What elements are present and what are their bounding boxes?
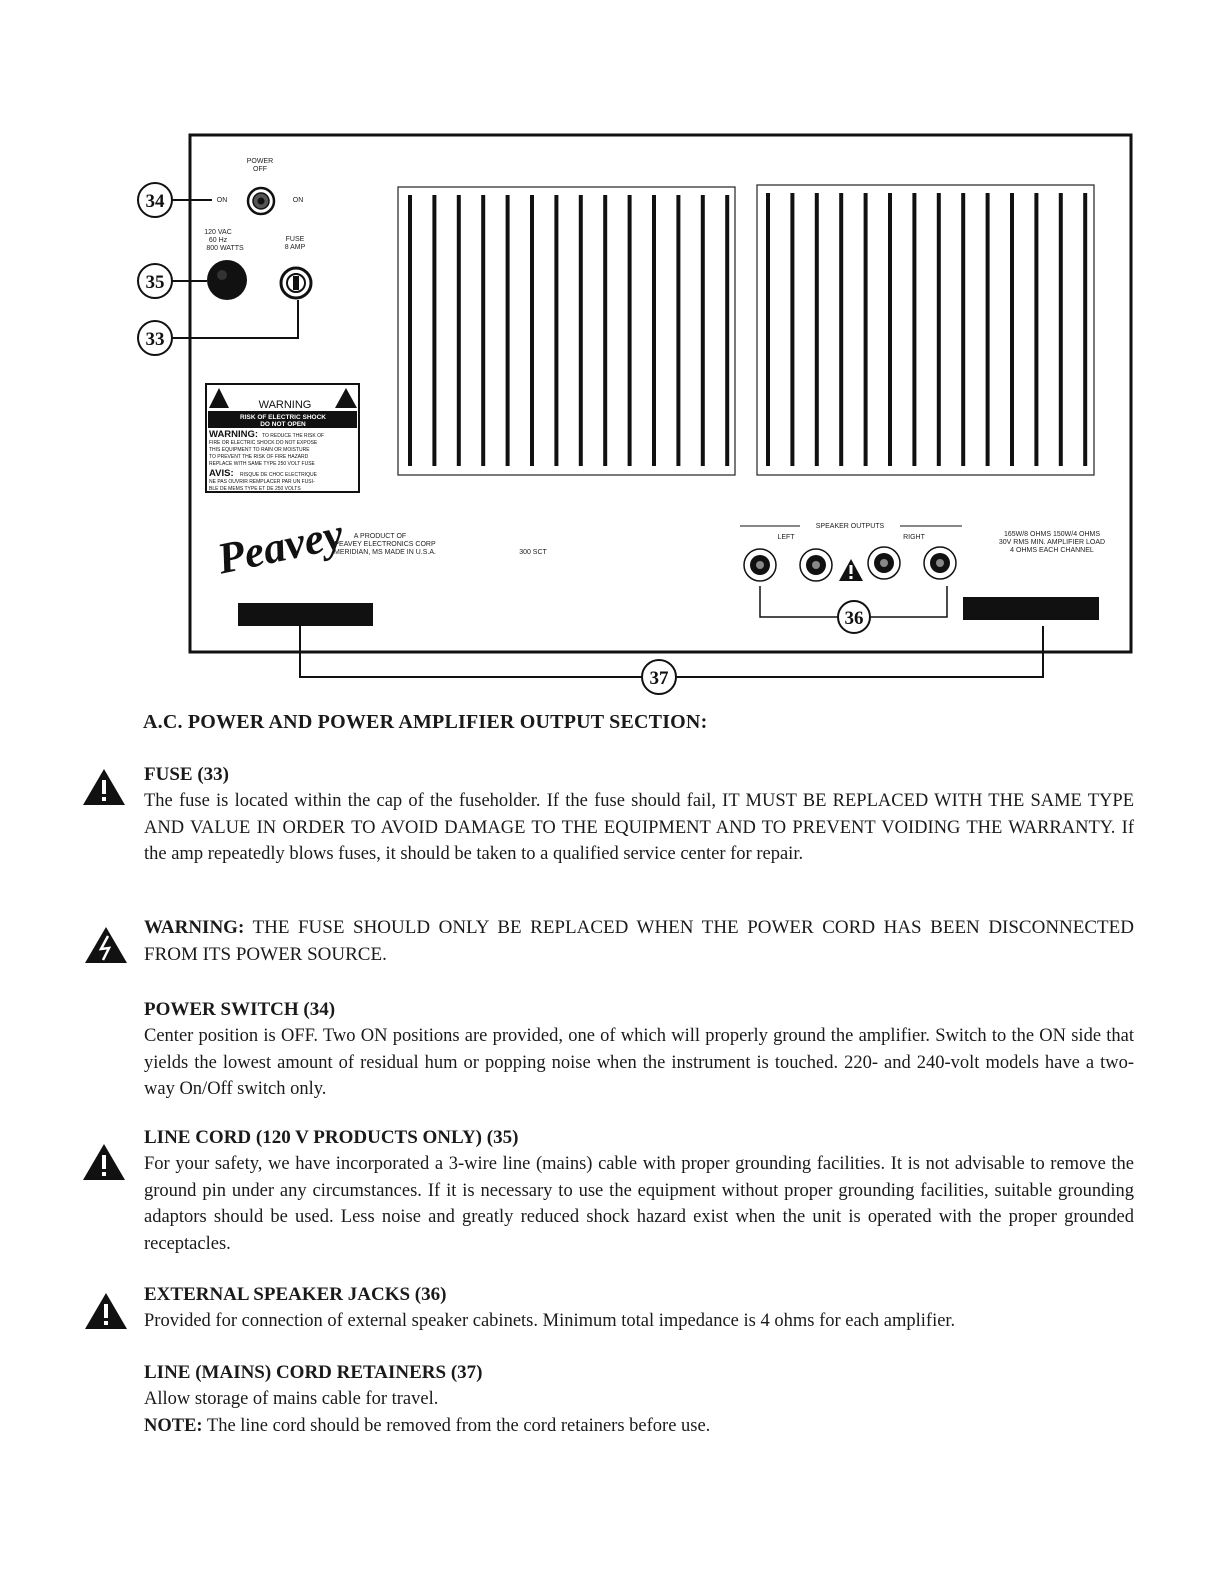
watts-label: 800 WATTS <box>206 245 244 252</box>
callout-36 <box>760 586 947 633</box>
svg-text:35: 35 <box>145 272 165 293</box>
cord-retainer-right <box>963 597 1099 620</box>
speaker-outputs-label: SPEAKER OUTPUTS <box>815 523 885 530</box>
line-cord-section <box>144 1125 1134 1257</box>
power-label: POWER <box>246 158 274 165</box>
svg-text:BLE DE MEMS TYPE ET DE 250 VOL: BLE DE MEMS TYPE ET DE 250 VOLTS <box>209 486 301 492</box>
svg-text:37: 37 <box>649 668 669 689</box>
callout-33 <box>138 300 298 355</box>
svg-text:36: 36 <box>844 608 864 629</box>
section-heading: A.C. POWER AND POWER AMPLIFIER OUTPUT SECTION: <box>143 711 708 733</box>
retainers-body: Allow storage of mains cable for travel. <box>144 1389 439 1409</box>
peavey-logo: Peavey <box>213 509 348 584</box>
svg-text:33: 33 <box>145 329 165 350</box>
svg-text:DO NOT OPEN: DO NOT OPEN <box>260 421 306 428</box>
speaker-jack-4[interactable] <box>924 547 956 579</box>
product-line-2: PEAVEY ELECTRONICS CORP <box>334 541 436 548</box>
fuse-title: FUSE (33) <box>144 764 229 785</box>
warning-triangle-icon <box>82 767 126 807</box>
svg-text:TO PREVENT THE RISK OF FIRE HA: TO PREVENT THE RISK OF FIRE HAZARD <box>209 454 309 460</box>
cord-retainer-left <box>238 603 373 626</box>
shock-warning-icon-2 <box>84 925 128 965</box>
rear-panel-diagram <box>0 0 1224 700</box>
note-body: The line cord should be removed from the cord retainers before use. <box>206 1415 711 1436</box>
callout-34 <box>138 183 212 217</box>
power-switch[interactable] <box>248 188 274 214</box>
spec-line-3: 4 OHMS EACH CHANNEL <box>1010 547 1094 554</box>
fuse-label: FUSE <box>285 236 305 243</box>
speaker-jack-2[interactable] <box>800 549 832 581</box>
power-switch-body: Center position is OFF. Two ON positions are provided, one of which will properly ground the amplifier. Switch to the ON side that yields the lowest amount of residual hum or popping noise when the instrument is touched. 220- and 240-volt models have a two-way On/Off switch only. <box>144 1026 1134 1099</box>
svg-text:TO REDUCE THE RISK OF: TO REDUCE THE RISK OF <box>262 433 325 439</box>
speaker-jacks-section <box>144 1282 1134 1335</box>
product-line-3: MERIDIAN, MS MADE IN U.S.A. <box>334 549 436 556</box>
fuse-amp-label: 8 AMP <box>284 244 306 251</box>
speaker-jacks-body: Provided for connection of external speaker cabinets. Minimum total impedance is 4 ohms for each amplifier. <box>144 1311 956 1331</box>
callout-37 <box>300 626 1043 694</box>
model-label: 300 SCT <box>519 549 547 556</box>
note-lead: NOTE: <box>144 1415 203 1436</box>
warning-triangle-icon-3 <box>84 1291 128 1331</box>
svg-text:AVIS:: AVIS: <box>209 468 234 479</box>
fuse-body: The fuse is located within the cap of the fuseholder. If the fuse should fail, IT MUST BE REPLACED WITH THE SAME TYPE AND VALUE IN ORDER TO AVOID DAMAGE TO THE EQUIPMENT AND TO PREVENT VOIDING THE WARRANTY. If the amp repeatedly blows fuses, it should be taken to a qualified service center for repair. <box>144 791 1134 864</box>
shock-warning-icon <box>839 559 863 581</box>
callout-35 <box>138 264 207 298</box>
retainers-section <box>144 1360 1134 1439</box>
left-label: LEFT <box>777 534 795 541</box>
svg-text:RISQUE DE CHOC ELECTRIQUE: RISQUE DE CHOC ELECTRIQUE <box>240 472 317 478</box>
speaker-jack-1[interactable] <box>744 549 776 581</box>
fuse-section <box>144 762 1134 868</box>
warning-label <box>206 384 359 492</box>
product-line-1: A PRODUCT OF <box>353 533 407 540</box>
voltage-label: 120 VAC <box>204 229 232 236</box>
svg-text:REPLACE WITH SAME TYPE 250 VOL: REPLACE WITH SAME TYPE 250 VOLT FUSE <box>209 461 315 467</box>
vent-grille-right <box>757 185 1094 475</box>
retainers-title: LINE (MAINS) CORD RETAINERS (37) <box>144 1362 483 1383</box>
line-cord-body: For your safety, we have incorporated a 3-wire line (mains) cable with proper grounding facilities. It is not advisable to remove the ground pin under any circumstances. If it is necessary to use the equipment without proper grounding facilities, suitable grounding adaptors should be used. Less noise and greatly reduced shock hazard exist when the unit is operated with the proper grounded receptacles. <box>144 1154 1134 1254</box>
warning-body: THE FUSE SHOULD ONLY BE REPLACED WHEN THE POWER CORD HAS BEEN DISCONNECTED FROM ITS POWER SOURCE. <box>144 917 1134 965</box>
on-right-label: ON <box>292 197 304 204</box>
power-switch-title: POWER SWITCH (34) <box>144 999 336 1020</box>
svg-text:34: 34 <box>145 191 165 212</box>
line-cord-grommet <box>207 260 247 300</box>
vent-grille-left <box>398 187 735 475</box>
svg-text:THIS EQUIPMENT TO RAIN OR MOIS: THIS EQUIPMENT TO RAIN OR MOISTURE <box>209 447 310 453</box>
svg-text:WARNING:: WARNING: <box>209 429 259 440</box>
spec-line-1: 165W/8 OHMS 150W/4 OHMS <box>1003 531 1101 538</box>
svg-text:NE PAS OUVRIR REMPLACER PAR U: NE PAS OUVRIR REMPLACER PAR UN FUSI- <box>209 479 315 485</box>
svg-text:FIRE OR ELECTRIC SHOCK DO NOT: FIRE OR ELECTRIC SHOCK DO NOT EXPOSE <box>209 440 318 446</box>
on-left-label: ON <box>216 197 228 204</box>
warning-triangle-icon-2 <box>82 1142 126 1182</box>
line-cord-title: LINE CORD (120 V PRODUCTS ONLY) (35) <box>144 1127 519 1148</box>
warning-lead: WARNING: <box>144 917 245 938</box>
warning-label-title: WARNING <box>258 399 312 411</box>
speaker-jacks-title: EXTERNAL SPEAKER JACKS (36) <box>144 1284 447 1305</box>
speaker-jack-3[interactable] <box>868 547 900 579</box>
fuse-holder[interactable] <box>281 268 311 298</box>
power-switch-section <box>144 997 1134 1103</box>
off-label: OFF <box>253 166 267 173</box>
svg-text:RISK OF ELECTRIC SHOCK: RISK OF ELECTRIC SHOCK <box>240 414 326 421</box>
hz-label: 60 Hz <box>208 237 228 244</box>
warning-section <box>144 915 1134 968</box>
right-label: RIGHT <box>903 534 925 541</box>
spec-line-2: 30V RMS MIN. AMPLIFIER LOAD <box>998 539 1106 546</box>
